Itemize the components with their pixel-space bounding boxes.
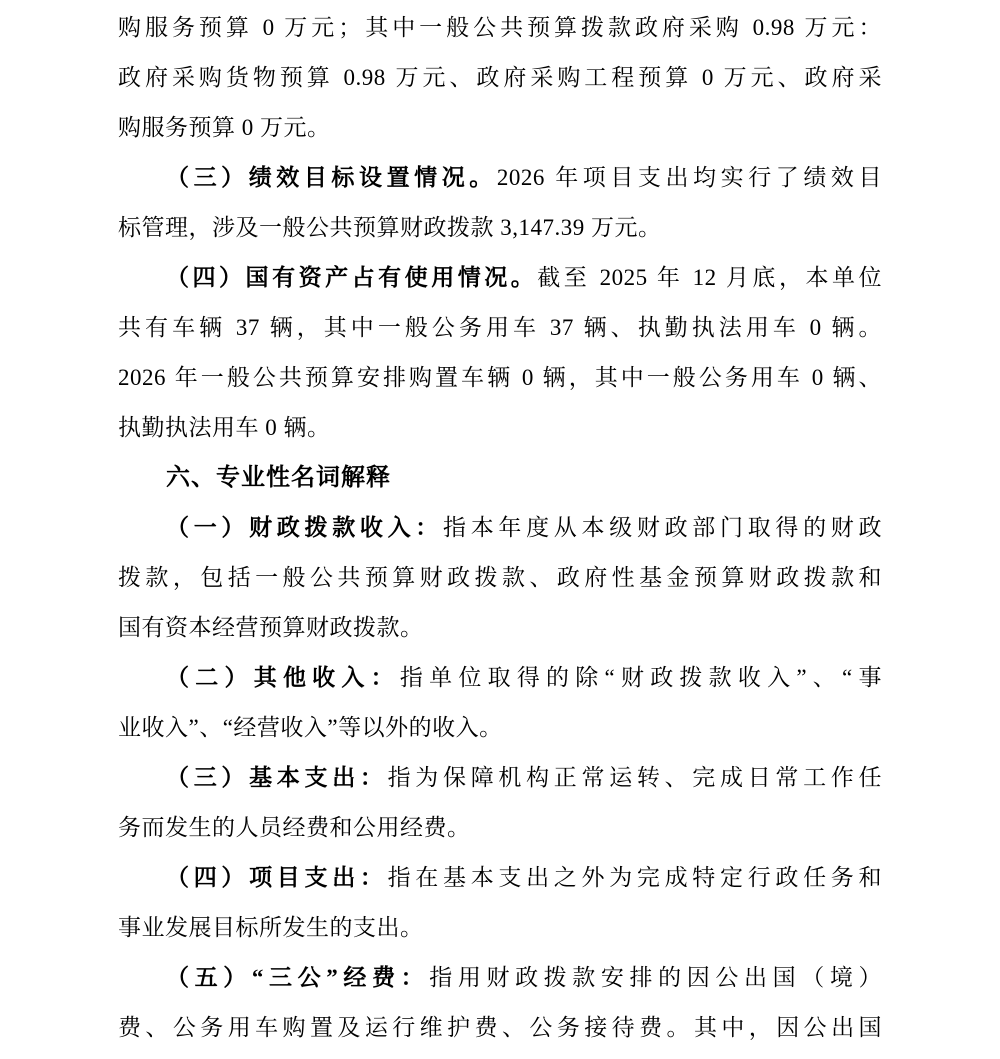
text-line: 业收入”、“经营收入”等以外的收入。 (118, 715, 503, 740)
line-text: 指本年度从本级财政部门取得的财政 (443, 515, 882, 540)
section-heading: 六、专业性名词解释 (166, 464, 391, 491)
document-text-body (118, 3, 882, 1053)
line-text: 指用财政拨款安排的因公出国（境） (429, 965, 882, 990)
text-line: 费、公务用车购置及运行维护费、公务接待费。其中，因公出国 (118, 1015, 882, 1040)
line-text: 指在基本支出之外为完成特定行政任务和 (387, 865, 882, 890)
text-line: 拨款，包括一般公共预算财政拨款、政府性基金预算财政拨款和 (118, 565, 882, 590)
bold-lead-text: （四）国有资产占有使用情况。 (166, 265, 538, 290)
bold-lead-text: （一）财政拨款收入： (166, 515, 443, 540)
text-line: 购服务预算 0 万元；其中一般公共预算拨款政府采购 0.98 万元： (118, 15, 882, 40)
bold-lead-text: （三）绩效目标设置情况。 (166, 165, 497, 190)
text-line: 国有资本经营预算财政拨款。 (118, 615, 424, 640)
text-line: 购服务预算 0 万元。 (118, 115, 331, 140)
bold-lead-text: （五）“三公”经费： (166, 965, 430, 990)
line-text: 指单位取得的除“财政拨款收入”、“事 (399, 665, 882, 690)
text-line: 执勤执法用车 0 辆。 (118, 415, 331, 440)
text-line (118, 753, 882, 803)
text-line: 2026 年一般公共预算安排购置车辆 0 辆，其中一般公务用车 0 辆、 (118, 365, 882, 390)
bold-lead-text: （二）其他收入： (166, 665, 400, 690)
bold-lead-text: （四）项目支出： (166, 865, 388, 890)
text-line (118, 853, 882, 903)
text-line (118, 953, 882, 1003)
text-line: 务而发生的人员经费和公用经费。 (118, 815, 471, 840)
text-line: 标管理，涉及一般公共预算财政拨款 3,147.39 万元。 (118, 215, 662, 240)
line-text: 2026 年项目支出均实行了绩效目 (496, 165, 882, 190)
text-line (118, 653, 882, 703)
bold-lead-text: （三）基本支出： (166, 765, 388, 790)
text-line: 事业发展目标所发生的支出。 (118, 915, 424, 940)
line-text: 指为保障机构正常运转、完成日常工作任 (387, 765, 882, 790)
text-line (118, 153, 882, 203)
text-line (118, 253, 882, 303)
text-line: 共有车辆 37 辆，其中一般公务用车 37 辆、执勤执法用车 0 辆。 (118, 315, 882, 340)
text-line (118, 503, 882, 553)
line-text: 截至 2025 年 12 月底，本单位 (537, 265, 882, 290)
text-line: 政府采购货物预算 0.98 万元、政府采购工程预算 0 万元、政府采 (118, 65, 882, 90)
